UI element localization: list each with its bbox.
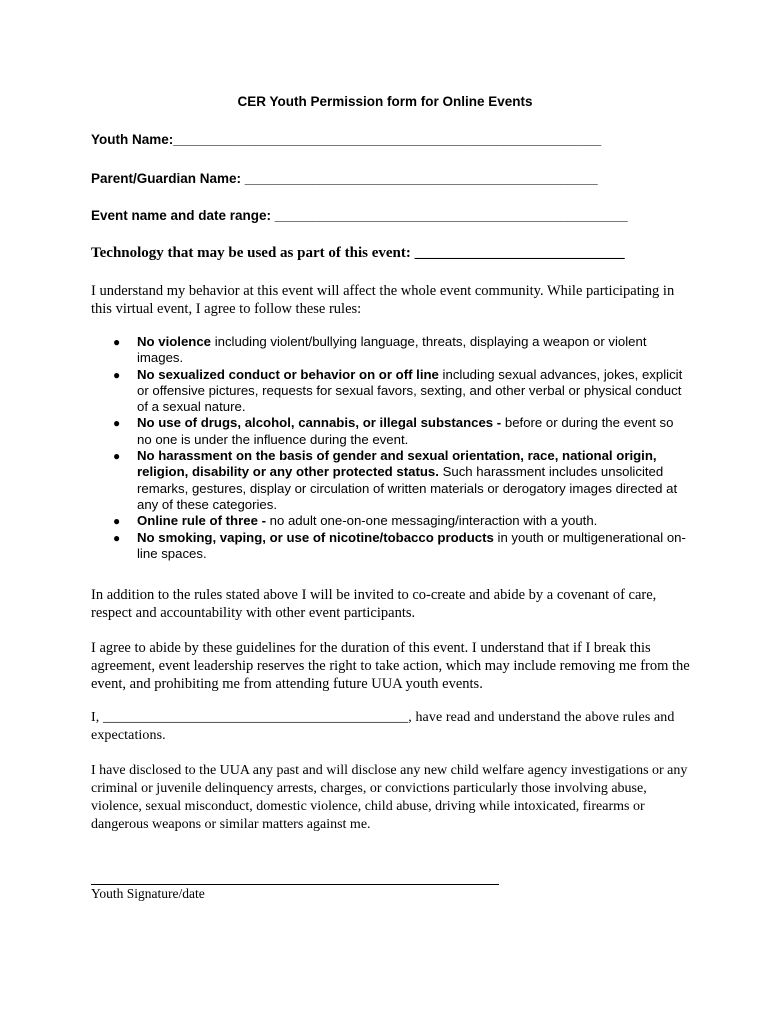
form-title: CER Youth Permission form for Online Events: [237, 94, 533, 109]
event-name-date-field[interactable]: Event name and date range: _______________________________________________: [91, 208, 628, 223]
rule-heading: No use of drugs, alcohol, cannabis, or illegal substances -: [137, 415, 502, 431]
rule-item: [91, 530, 691, 563]
read-understand-statement[interactable]: I, ___________________________________________, have read and understand the above rules and expectations.: [91, 710, 675, 743]
rule-heading: No sexualized conduct or behavior on or off line: [137, 366, 439, 382]
rule-heading: No violence: [137, 334, 212, 349]
bullet-icon: ●: [113, 416, 121, 431]
disclosure-paragraph: I have disclosed to the UUA any past and will disclose any new child welfare agency investigations or any criminal or juvenile delinquency arrests, charges, or convictions particularly those involving abuse, violence, sexual misconduct, domestic violence, child abuse, driving while intoxicated, firearms or dangerous weapons or similar matters against me.: [91, 763, 688, 832]
bullet-icon: ●: [113, 335, 121, 349]
parent-guardian-name-field[interactable]: Parent/Guardian Name: _______________________________________________: [91, 171, 598, 186]
rule-text: including violent/bullying language, threats, displaying a weapon or violent images.: [137, 334, 647, 366]
rule-text: no adult one-on-one messaging/interaction with a youth.: [265, 513, 598, 529]
rule-item: [91, 513, 691, 529]
technology-field[interactable]: Technology that may be used as part of this event: ____________________________: [91, 245, 625, 261]
rule-item: [91, 448, 691, 513]
signature-line[interactable]: [91, 884, 499, 885]
signature-label: Youth Signature/date: [91, 886, 205, 901]
rule-text: Such harassment includes unsolicited remarks, gestures, display or circulation of written materials or derogatory images directed at any of these categories.: [137, 464, 678, 512]
rule-item: [91, 415, 691, 448]
rule-item: [91, 367, 691, 416]
rule-text: before or during the event so no one is under the influence during the event.: [137, 415, 674, 447]
intro-paragraph: I understand my behavior at this event will affect the whole event community. While participating in this virtual event, I agree to follow these rules:: [91, 283, 675, 317]
rule-heading: No smoking, vaping, or use of nicotine/tobacco products: [137, 529, 494, 545]
bullet-icon: ●: [113, 449, 121, 464]
rules-list: [91, 334, 691, 562]
bullet-icon: ●: [113, 367, 121, 382]
rule-heading: No harassment on the basis of gender and sexual orientation, race, national origin, religion, disability or any other protected status.: [137, 448, 657, 480]
rule-item: [91, 334, 691, 367]
youth-name-field[interactable]: Youth Name:_________________________________________________________: [91, 132, 602, 147]
rule-text: in youth or multigenerational on-line spaces.: [137, 529, 686, 561]
covenant-paragraph: In addition to the rules stated above I will be invited to co-create and abide by a covenant of care, respect and accountability with other event participants.: [91, 587, 657, 621]
bullet-icon: ●: [113, 530, 121, 545]
agreement-paragraph: I agree to abide by these guidelines for the duration of this event. I understand that if I break this agreement, event leadership reserves the right to take action, which may include removing me from the event, and prohibiting me from attending future UUA youth events.: [91, 640, 690, 692]
rule-heading: Online rule of three -: [137, 513, 266, 529]
rule-text: including sexual advances, jokes, explicit or offensive pictures, requests for sexual favors, sexting, and other verbal or physical conduct of a sexual nature.: [137, 366, 683, 415]
bullet-icon: ●: [113, 514, 121, 529]
